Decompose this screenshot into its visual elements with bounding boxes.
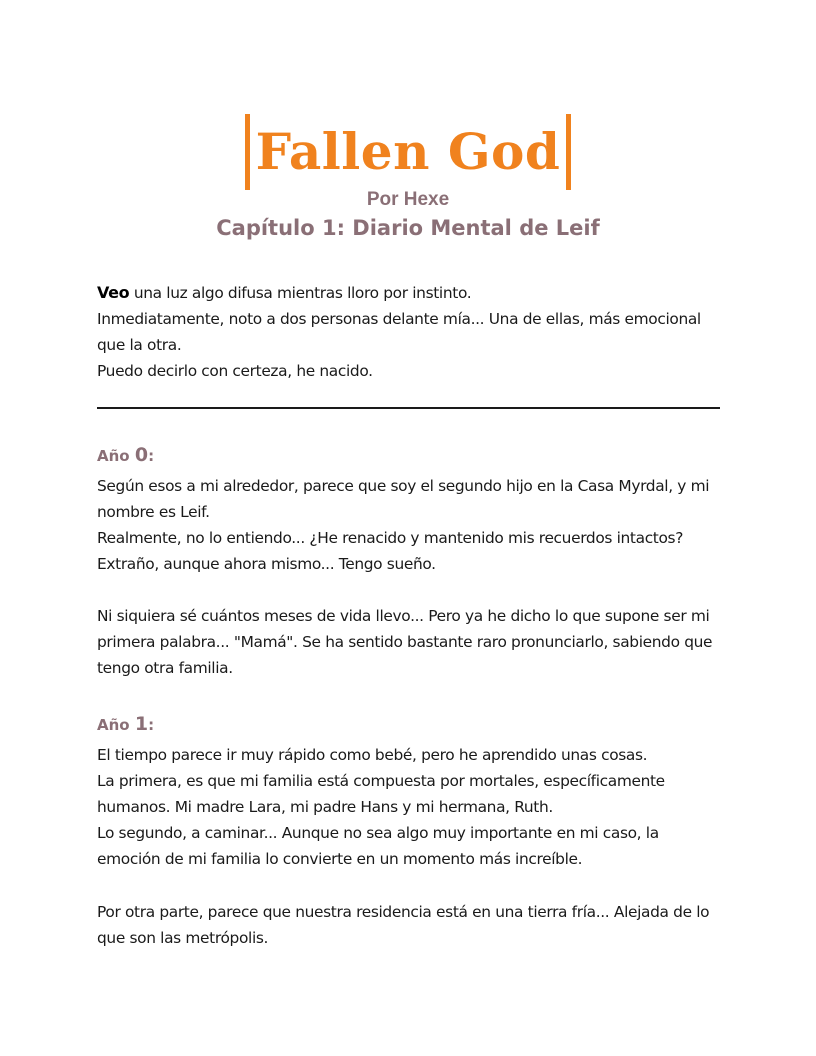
heading-suffix: :: [148, 447, 155, 465]
document-title: Fallen God: [245, 114, 572, 190]
section-1-block-b: [97, 899, 723, 951]
heading-suffix: :: [148, 716, 155, 734]
intro-line-1: [97, 280, 723, 306]
heading-number: 0: [134, 444, 149, 466]
paragraph: La primera, es que mi familia está compuesta por mortales, específicamente humanos. Mi madre Lara, mi padre Hans y mi hermana, Ruth.: [97, 772, 665, 816]
section-0-block-b: [97, 603, 723, 681]
paragraph: El tiempo parece ir muy rápido como bebé, pero he aprendido unas cosas.: [97, 746, 648, 764]
author-line: Por Hexe: [366, 189, 450, 210]
paragraph: Por otra parte, parece que nuestra residencia está en una tierra fría... Alejada de lo que son las metrópolis.: [97, 903, 710, 947]
intro-block: [97, 280, 723, 384]
heading-label: Año: [97, 447, 135, 465]
heading-number: 1: [134, 713, 149, 735]
paragraph: Ni siquiera sé cuántos meses de vida llevo... Pero ya he dicho lo que supone ser mi primera palabra... "Mamá". Se ha sentido bastante raro pronunciarlo, sabiendo que tengo otra familia.: [97, 607, 713, 677]
paragraph: Realmente, no lo entiendo... ¿He renacido y mantenido mis recuerdos intactos?: [97, 529, 684, 547]
section-heading-year-1: [97, 711, 154, 738]
section-heading-year-0: [97, 442, 154, 469]
section-0-block-a: [97, 473, 723, 577]
heading-label: Año: [97, 716, 135, 734]
intro-line-3: Puedo decirlo con certeza, he nacido.: [97, 362, 373, 380]
intro-line-1-text: una luz algo difusa mientras lloro por instinto.: [129, 284, 472, 302]
chapter-title: Capítulo 1: Diario Mental de Leif: [216, 216, 600, 240]
paragraph: Extraño, aunque ahora mismo... Tengo sueño.: [97, 555, 436, 573]
lead-word: Veo: [97, 283, 130, 302]
intro-line-2: Inmediatamente, noto a dos personas delante mía... Una de ellas, más emocional que la otra.: [97, 310, 701, 354]
title-block: [0, 114, 816, 190]
section-1-block-a: [97, 742, 723, 872]
horizontal-divider: [97, 407, 720, 409]
paragraph: Según esos a mi alrededor, parece que soy el segundo hijo en la Casa Myrdal, y mi nombre es Leif.: [97, 477, 710, 521]
paragraph: Lo segundo, a caminar... Aunque no sea algo muy importante en mi caso, la emoción de mi familia lo convierte en un momento más increíble.: [97, 824, 659, 868]
